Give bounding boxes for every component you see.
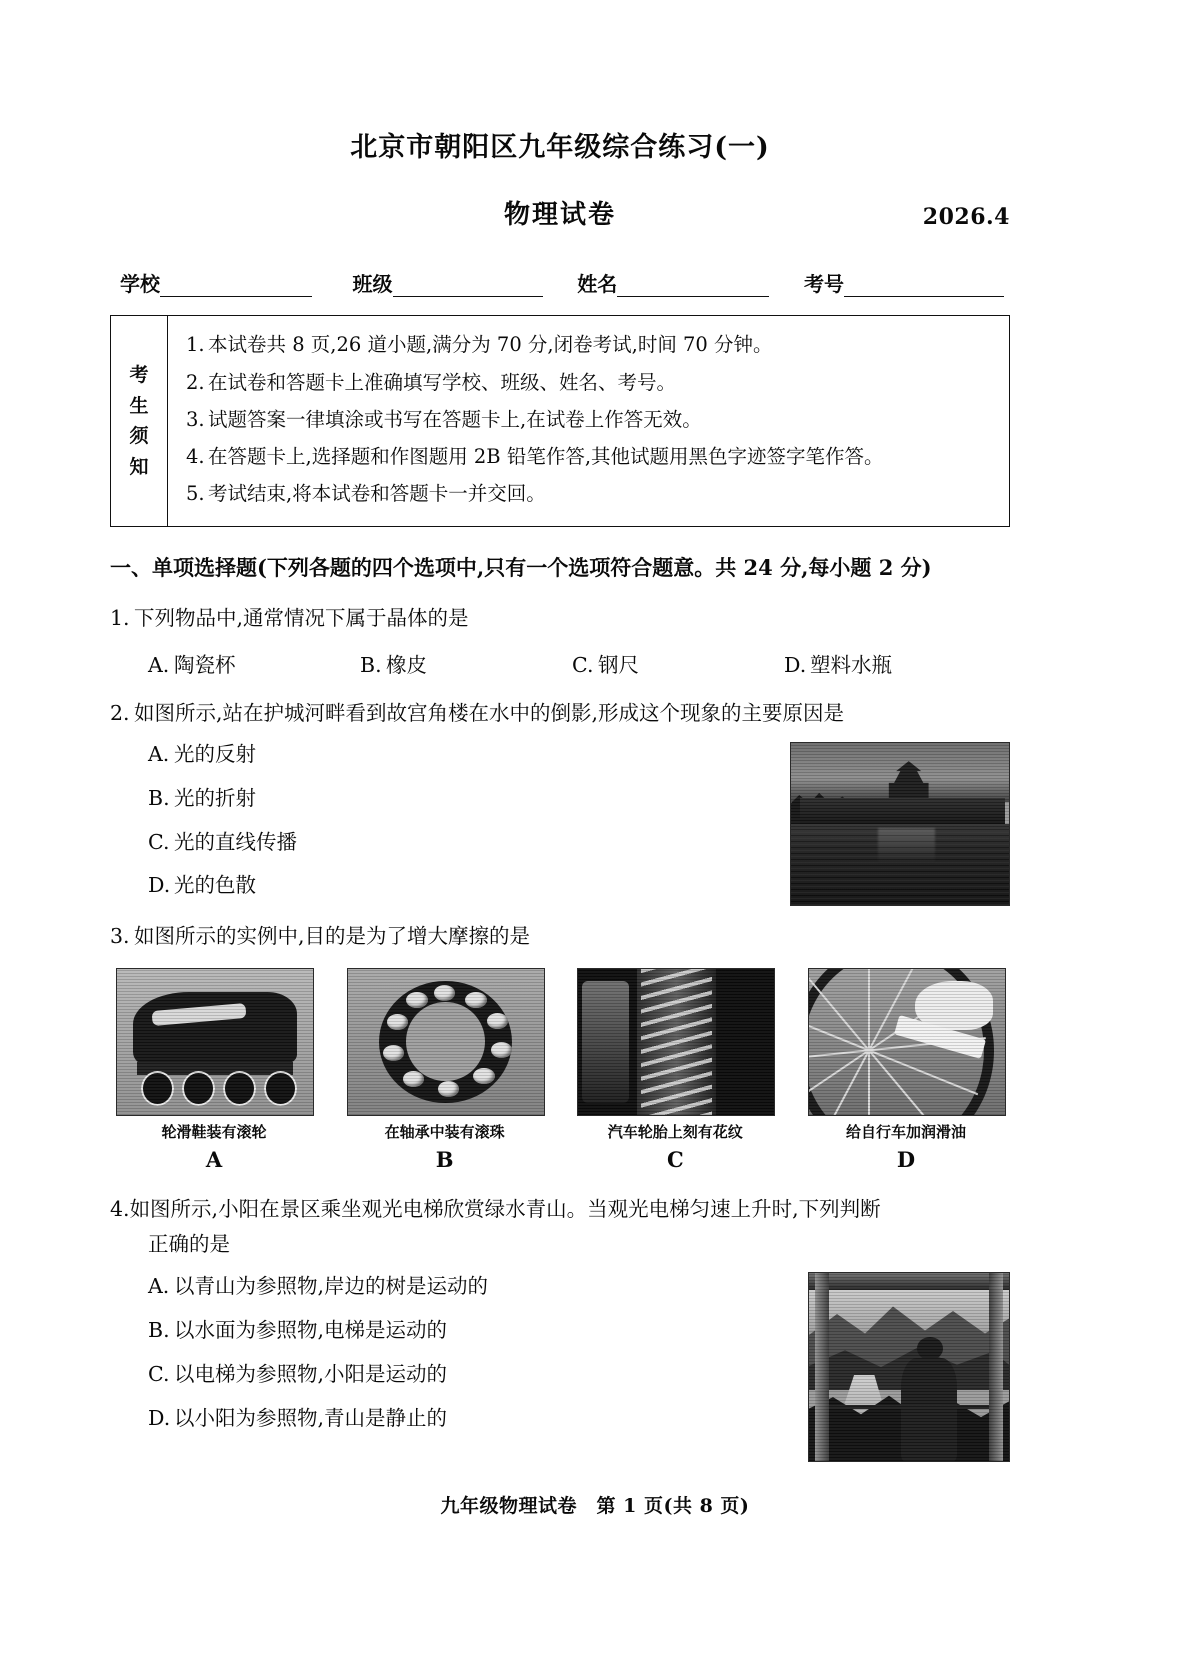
- option-letter: B.: [360, 652, 382, 677]
- option-letter: D.: [148, 1405, 171, 1430]
- candidate-notice-box: [110, 315, 1010, 527]
- question-1-option-b[interactable]: [360, 648, 572, 678]
- question-3-figure-d[interactable]: [808, 968, 1004, 1172]
- question-3: [110, 921, 1010, 1172]
- question-4-text-line1: 如图所示,小阳在景区乘坐观光电梯欣赏绿水青山。当观光电梯匀速上升时,下列判断: [129, 1196, 881, 1221]
- notice-item-number: 1.: [186, 333, 205, 357]
- question-4-figure: [808, 1272, 1010, 1462]
- figure-caption: 给自行车加润滑油: [845, 1122, 966, 1141]
- person-body: [901, 1358, 957, 1461]
- question-1-option-d[interactable]: [784, 648, 996, 678]
- question-3-number: 3.: [110, 924, 130, 949]
- question-1-option-a[interactable]: [148, 648, 360, 678]
- spoke: [808, 968, 945, 1116]
- background: [809, 969, 1005, 1115]
- notice-item-text: 试题答案一律填涂或书写在答题卡上,在试卷上作答无效。: [208, 407, 702, 431]
- question-3-figure-b[interactable]: [347, 968, 543, 1172]
- roller-skate-art: [117, 969, 313, 1115]
- notice-item: [186, 479, 993, 509]
- notice-item-text: 考试结束,将本试卷和答题卡一并交回。: [208, 482, 546, 506]
- option-text: 以青山为参照物,岸边的树是运动的: [174, 1274, 489, 1299]
- exam-id-label: 考号: [804, 272, 844, 297]
- question-1-number: 1.: [110, 605, 130, 630]
- tree-line: [791, 789, 874, 825]
- notice-side-char-0: 考: [129, 363, 149, 386]
- option-letter: B.: [148, 1318, 170, 1343]
- question-1-option-c[interactable]: [572, 648, 784, 678]
- notice-item-text: 在答题卡上,选择题和作图题用 2B 铅笔作答,其他试题用黑色字迹签字笔作答。: [208, 445, 884, 469]
- option-text: 以电梯为参照物,小阳是运动的: [174, 1361, 448, 1386]
- tyre-tread-art: [578, 969, 774, 1115]
- figure-caption: 汽车轮胎上刻有花纹: [607, 1122, 743, 1141]
- elevator-post-left: [815, 1273, 829, 1461]
- bearing-ball: [438, 1081, 460, 1097]
- question-1: [110, 603, 1010, 678]
- notice-item-number: 2.: [186, 370, 205, 394]
- question-2-figure: [790, 742, 1010, 906]
- subtitle-row: [110, 200, 1010, 240]
- exam-id-input[interactable]: [844, 275, 1004, 297]
- name-field[interactable]: [577, 268, 769, 297]
- elevator-railing: [817, 1405, 1001, 1409]
- option-letter: A.: [148, 652, 170, 677]
- spoke: [808, 984, 967, 1116]
- identity-row: [110, 268, 1010, 297]
- wheel-rim: [582, 981, 629, 1104]
- class-field[interactable]: [353, 268, 543, 297]
- bearing-ball: [403, 1071, 425, 1087]
- page-footer: 九年级物理试卷 第 1 页(共 8 页): [440, 1495, 750, 1517]
- moat-water: [791, 824, 1009, 905]
- bearing-ball: [406, 992, 428, 1008]
- skate-boot: [133, 992, 298, 1065]
- option-text: 陶瓷杯: [174, 652, 236, 677]
- option-text: 钢尺: [598, 652, 639, 677]
- near-mountains: [809, 1330, 1009, 1390]
- tyre-tread-image: [577, 968, 775, 1116]
- question-3-stem: [110, 921, 1010, 952]
- page-subtitle: 物理试卷: [503, 200, 616, 231]
- notice-item-number: 5.: [186, 482, 205, 506]
- option-text: 橡皮: [386, 652, 427, 677]
- bicycle-oiling-art: [809, 969, 1005, 1115]
- figure-letter: B: [435, 1146, 454, 1172]
- background: [117, 969, 313, 1115]
- exam-sheet: [110, 0, 1010, 1678]
- exam-date: 2026.4: [922, 204, 1010, 231]
- page-title: 北京市朝阳区九年级综合练习(一): [350, 132, 770, 163]
- notice-item: [186, 442, 993, 472]
- spoke: [808, 1006, 978, 1096]
- option-text: 光的折射: [174, 786, 256, 810]
- figure-letter: A: [205, 1146, 223, 1172]
- question-4-stem: [110, 1192, 1010, 1227]
- roller-skate-image: [116, 968, 314, 1116]
- bearing-ball: [487, 1013, 509, 1029]
- name-input[interactable]: [617, 275, 769, 297]
- question-4: [110, 1192, 1010, 1433]
- option-text: 塑料水瓶: [810, 652, 892, 677]
- bicycle-oiling-image: [808, 968, 1006, 1116]
- option-letter: C.: [572, 652, 594, 677]
- question-3-figure-row: [110, 968, 1010, 1172]
- option-text: 光的直线传播: [174, 829, 297, 854]
- bearing-ball: [387, 1014, 409, 1030]
- school-field[interactable]: [120, 268, 312, 297]
- class-label: 班级: [352, 272, 393, 297]
- notice-item: [186, 405, 993, 435]
- palace-wall: [800, 798, 1005, 824]
- spoke: [813, 968, 925, 1116]
- option-letter: C.: [148, 1361, 170, 1386]
- notice-item-text: 在试卷和答题卡上准确填写学校、班级、姓名、考号。: [208, 370, 677, 394]
- boot-highlight: [152, 1003, 247, 1026]
- bearing-ball: [491, 1042, 513, 1058]
- figure-caption: 轮滑鞋装有滚轮: [161, 1122, 267, 1141]
- option-letter: D.: [148, 873, 171, 898]
- vegetation: [809, 1390, 1009, 1461]
- notice-item: [186, 368, 993, 398]
- name-label: 姓名: [577, 272, 618, 297]
- skate-wheel: [264, 1071, 297, 1106]
- section-heading-one: 一、单项选择题(下列各题的四个选项中,只有一个选项符合题意。共 24 分,每小题 2 分): [110, 555, 932, 581]
- hand: [915, 981, 993, 1031]
- elevator-top-beam: [809, 1273, 1009, 1290]
- class-input[interactable]: [393, 275, 543, 297]
- notice-item-number: 4.: [186, 445, 205, 469]
- person-head: [917, 1337, 943, 1360]
- notice-item-number: 3.: [186, 407, 205, 431]
- palace-reflection-image: [791, 743, 1009, 905]
- sky-region: [791, 743, 1009, 801]
- elevator-post-right: [989, 1273, 1003, 1461]
- background: [348, 969, 544, 1115]
- question-1-text: 下列物品中,通常情况下属于晶体的是: [134, 605, 469, 630]
- bearing-ball: [465, 992, 487, 1008]
- river: [821, 1375, 913, 1458]
- question-1-options: [110, 648, 1010, 678]
- school-label: 学校: [120, 272, 160, 297]
- option-text: 以小阳为参照物,青山是静止的: [174, 1405, 448, 1430]
- option-letter: B.: [148, 786, 170, 810]
- skate-wheel: [141, 1071, 174, 1106]
- notice-item-text: 本试卷共 8 页,26 道小题,满分为 70 分,闭卷考试,时间 70 分钟。: [208, 333, 773, 357]
- bearing-ball: [473, 1068, 495, 1084]
- sky-region: [809, 1273, 1009, 1329]
- question-2-stem: [110, 698, 1010, 729]
- notice-side-char-2: 须: [129, 425, 149, 448]
- bearing-outer-ring: [379, 981, 512, 1104]
- spoke: [868, 968, 870, 1116]
- question-4-text-line2: 正确的是: [148, 1232, 230, 1257]
- ball-bearing-art: [348, 969, 544, 1115]
- question-4-stem-continued: [110, 1227, 1010, 1262]
- school-input[interactable]: [160, 275, 312, 297]
- figure-letter: C: [666, 1146, 684, 1172]
- notice-side-label: [111, 316, 168, 526]
- background: [578, 969, 774, 1115]
- option-letter: C.: [148, 829, 170, 854]
- bearing-inner-ring: [406, 1002, 484, 1081]
- bicycle-wheel: [808, 968, 994, 1116]
- bearing-ball: [434, 985, 456, 1001]
- option-text: 以水面为参照物,电梯是运动的: [174, 1318, 448, 1343]
- question-3-figure-a[interactable]: [116, 968, 312, 1172]
- question-3-figure-c[interactable]: [577, 968, 773, 1172]
- exam-id-field[interactable]: [804, 268, 1004, 297]
- skate-wheel: [223, 1071, 256, 1106]
- figure-letter: D: [896, 1146, 916, 1172]
- question-4-number: 4.: [110, 1196, 130, 1221]
- corner-tower-icon: [883, 761, 935, 806]
- question-3-text: 如图所示的实例中,目的是为了增大摩擦的是: [134, 924, 531, 949]
- ball-bearing-image: [347, 968, 545, 1116]
- option-letter: D.: [784, 652, 807, 677]
- question-2: [110, 698, 1010, 902]
- skate-wheel: [182, 1071, 215, 1106]
- notice-item: [186, 330, 993, 360]
- bearing-ball: [383, 1045, 405, 1061]
- oil-can: [894, 1015, 986, 1059]
- tower-reflection: [878, 828, 935, 864]
- notice-side-char-3: 知: [129, 456, 149, 479]
- skate-frame: [137, 1062, 294, 1075]
- figure-caption: 在轴承中装有滚珠: [384, 1122, 505, 1141]
- water-ripples: [791, 828, 1009, 906]
- option-letter: A.: [148, 742, 170, 767]
- option-text: 光的反射: [174, 742, 256, 767]
- notice-list: [168, 316, 1009, 526]
- option-letter: A.: [148, 1274, 170, 1299]
- far-mountains: [809, 1296, 1009, 1371]
- option-text: 光的色散: [174, 873, 256, 898]
- tread-pattern: [641, 969, 712, 1115]
- observation-elevator-image: [809, 1273, 1009, 1461]
- question-2-text: 如图所示,站在护城河畔看到故宫角楼在水中的倒影,形成这个现象的主要原因是: [134, 700, 845, 725]
- question-2-number: 2.: [110, 700, 130, 725]
- tyre-body: [637, 969, 715, 1115]
- notice-side-char-1: 生: [129, 394, 149, 417]
- spoke: [808, 1037, 986, 1064]
- question-1-stem: [110, 603, 1010, 634]
